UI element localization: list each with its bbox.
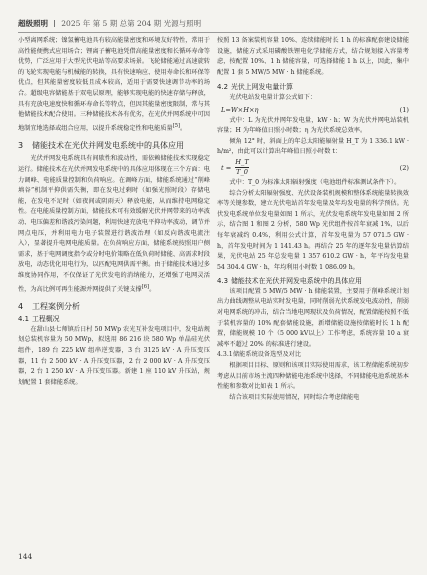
formula-intro: 光伏电站发电量计算公式如下：	[229, 93, 317, 101]
section-4-1-heading: 4.1 工程概况	[18, 315, 60, 324]
citation: [5]	[172, 122, 180, 129]
equation-2: t = $\frac{H\_T}{T\_0}$ (2)	[221, 157, 409, 176]
storage-config-paragraph: 按照 13 备案装机容量 10%、连续储能时长 1 h 的标准配套建设储能设施，储能方式采用磷酸铁锂电化学储能方式，结合规划接入容量考虑，按配置 10%、1 h 储能容量，可选择储能 1 h 以上，因此，集中配置 1 套 5 MW/5 MW · h 储能系统。	[217, 37, 409, 76]
section-4-heading: 4 工程案例分析	[18, 302, 80, 312]
citation: [6]	[141, 283, 150, 290]
equation-2-legend: 式中：T_0 为标准太阳辐射强度（电池组件标准测试条件下）。	[229, 178, 401, 186]
section-3-heading: 3 储能技术在光伏并网发电系统中的具体应用	[18, 141, 184, 151]
generation-analysis-paragraph: 综合分析太阳辐射强度、光伏设备装机规模和整体系统能量转换效率等关键参数，建立光伏电站首年发电量及年均发电量的科学预估。光伏发电系统单位发电量如图 1 所示，光伏发电系统年发电量如图 2 所示，结合图 1 和图 2 分析，580 Wp 光伏组件按首年衰减 1%，以后每年衰减约 0.4%，利用公式计算，首年发电量为 57 071.5 GW · h，首年发电时间为 1 141.43 h。再结合 25 年的逐年发电量估算结果，光伏电站 25 年总发电量 1 357 610.2 GW · h，年平均发电量 54 304.4 GW · h，年均利用小时数 1 086.09 h。	[217, 189, 409, 271]
trailing-paragraph: 结合该项目实际使用情况，同时综合考虑储能电	[229, 393, 360, 401]
intro-paragraph: 小型离网系统；镍氢蓄电池具有较高能量密度和环境友好特性，常用于高性能便携式应用场合；锂离子蓄电池凭借高能量密度和长循环寿命等优势，广泛应用于大型光伏电站等高要求场景。飞轮储能通过高速旋转的飞轮实现电能与机械能的转换，具有快速响应、使用寿命长和环保等优点，但其能量密度较低且成本较高，适用于需要快速调节功率的场合。超级电容储能基于双电层原理，能够实现电能的快速存储与释放，具有充放电速度快和循环寿命长等特点，但因其能量密度限制，常与其他储能技术配合使用。三种储能技术各有优劣，在光伏并网系统中可因地制宜地选择或组合应用，以提升系统稳定性和电能质量[5]。	[18, 37, 210, 132]
right-column	[217, 36, 409, 403]
header-year: 2025 年	[61, 19, 91, 28]
journal-name: 超级照明	[18, 19, 48, 28]
header-issue: 第 5 期	[92, 19, 118, 28]
section-4-3-1-heading: 4.3.1储能系统设备选型及对比	[217, 351, 302, 359]
section-4-3-1-paragraph: 根据项目目标、原则和该项目实际使用需求，该工程储能系统初步考虑从目前市场主流四种储能电池系统中选择，不同储能电池系统基本性能和参数对比如表 1 所示。	[217, 362, 409, 391]
page-number: 144	[18, 552, 33, 561]
section-4-2-heading: 4.2 光伏上网发电量计算	[217, 83, 294, 92]
section-3-paragraph: 光伏并网发电系统具有间歇性和波动性，需依赖储能技术实现稳定运行。储能技术在光伏并网发电系统中的具体应用体现在三个方面：电力调峰、电能质量控制和负荷响应。在调峰方面，储能系统通过“削峰填谷”机制平抑供需失衡，即在发电过剩时（如强光照时段）存储电能，在发电不足时（如夜间或阴雨天）释放电能，从而维持电网稳定性。在电能质量控制方面，储能技术可有效缓解光伏并网带来的功率波动、电压偏差和谐波污染问题，利用快速充放电平抑功率波动，调节并网点电压，并利用电力电子装置进行谐波治理（如反向谐波电流注入），显著提升电网电能质量。在负荷响应方面，储能系统按照用户侧需求，基于电网调度指令或分时电价策略在低负荷时储能、高需求时段放电，动态优化用电行为，以匹配电网供需平衡。由于储能技术通过多维度协同作用，不仅保证了光伏发电的消纳能力，还增强了电网灵活性，为高比例可再生能源并网提供了关键支撑[6]。	[18, 155, 210, 293]
section-4-3-paragraph: 该项目配置 5 MW/5 MW · h 储能装置，主要用于削峰系统计划出力曲线调整从电站实时发电量，同时削弱光伏系统发电波动性，削弱对电网系统的冲击，结合当地电网现状及负荷情况，配置储能按照不低于装机容量的 10% 配套储能设施，新增储能设施按储能时长 1 h 配置，储能规模 10 个（5 000 kV以上）工作考虑，系统容量 10 a 衰减率不超过 20% 的标准进行建设。	[217, 287, 409, 348]
header-section: 光源与照明	[163, 19, 202, 28]
section-4-3-heading: 4.3 储能技术在光伏并网发电系统中的具体应用	[217, 277, 362, 286]
left-column	[18, 36, 210, 388]
equation-1-legend: 式中：L 为光伏并网年发电量，kW · h；W 为光伏并网电站装机容量；H 为年峰值日照小时数；η 为光伏系统总效率。	[217, 116, 409, 135]
section-4-1-paragraph: 在甜山县七师镇后日村 50 MWp 农光互补发电项目中，发电站规划总装机容量为 50 MWp，拟选用 86 216 块 580 Wp 单晶硅光伏组件，189 台 225 kW 组串逆变器，3 台 3125 kV · A 升压变压器，11 台 2 500 kV · A 升压变压器，2 台 2 000 kV · A 升压变压器，2 台 1 250 kV · A 升压变压器。新建 1 座 110 kV 升压站，规划配置 1 套储能系统。	[18, 325, 210, 386]
header-total: 总第 204 期	[119, 19, 162, 28]
tilt-irradiation-paragraph: 倾角 12° 时，斜面上的年总太阳能辐射量 H_T 为 1 336.1 kW · h/m²，由此可以计算出年峰值日照小时数 t：	[217, 137, 409, 156]
running-header	[18, 18, 409, 33]
header-divider	[54, 20, 55, 27]
equation-1: L=W×H×η (1)	[221, 105, 409, 114]
